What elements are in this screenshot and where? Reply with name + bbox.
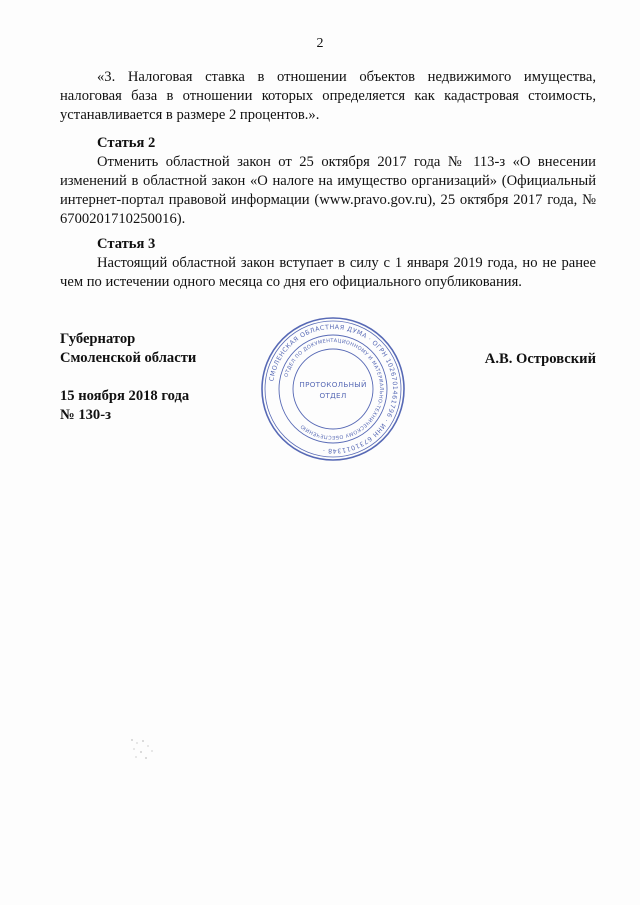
amendment-paragraph: «3. Налоговая ставка в отношении объектов недвижимого имущества, налоговая база в отношении которых определяется как кадастровая стоимость, устанавливается в размере 2 процентов.». xyxy=(60,69,596,123)
article-3-text: Настоящий областной закон вступает в силу с 1 января 2019 года, но не ранее чем по истечении одного месяца со дня его официального опубликования. xyxy=(60,255,596,290)
signing-date: 15 ноября 2018 года xyxy=(60,388,190,404)
article-3 xyxy=(60,235,596,292)
svg-text:ОТДЕЛ ПО ДОКУМЕНТАЦИОННОМУ И М: ОТДЕЛ ПО ДОКУМЕНТАЦИОННОМУ И МАТЕРИАЛЬНО-ТЕХНИЧЕСКОМУ ОБЕСПЕЧЕНИЮ xyxy=(283,337,385,441)
article-2 xyxy=(60,134,596,229)
signer-name: А.В. Островский xyxy=(484,351,596,367)
svg-text:ОТДЕЛ: ОТДЕЛ xyxy=(319,391,347,400)
svg-text:ПРОТОКОЛЬНЫЙ: ПРОТОКОЛЬНЫЙ xyxy=(299,380,367,389)
page-number: 2 xyxy=(316,36,324,51)
article-2-text: Отменить областной закон от 25 октября 2017 года № 113-з «О внесении изменений в областной закон «О налоге на имущество организаций» (Официальный интернет-портал правовой информации (www.pravo.gov.ru), 25 октября 2017 года, № 6700201710250016). xyxy=(60,154,596,227)
scan-noise xyxy=(128,737,158,761)
article-2-heading: Статья 2 xyxy=(97,135,156,151)
law-number: № 130-з xyxy=(60,407,111,423)
article-3-heading: Статья 3 xyxy=(97,236,156,252)
signature-block xyxy=(60,330,196,425)
region-title: Смоленской области xyxy=(60,350,197,366)
governor-title: Губернатор xyxy=(60,331,136,347)
svg-text:СМОЛЕНСКАЯ ОБЛАСТНАЯ ДУМА · ОГ: СМОЛЕНСКАЯ ОБЛАСТНАЯ ДУМА · ОГРН 1026701461796 · ИНН 6731011348 · xyxy=(268,323,399,455)
official-seal xyxy=(258,314,408,464)
